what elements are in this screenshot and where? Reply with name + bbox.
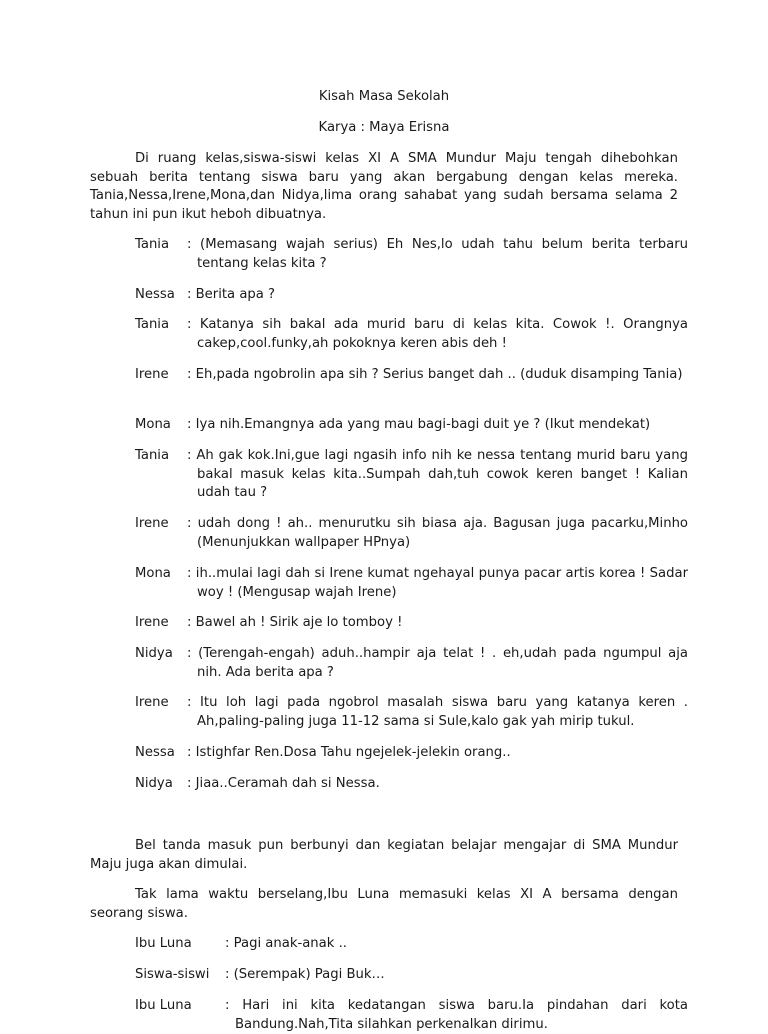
dialogue-text: : Katanya sih bakal ada murid baru di kelas kita. Cowok !. Orangnya cakep,cool.funky,ah pokoknya keren abis deh ! (187, 317, 688, 351)
dialogue-text: : Jiaa..Ceramah dah si Nessa. (187, 776, 380, 791)
dialogue-text: : (Terengah-engah) aduh..hampir aja telat ! . eh,udah pada ngumpul aja nih. Ada berita apa ? (187, 646, 688, 680)
dialogue-text: : udah dong ! ah.. menurutku sih biasa aja. Bagusan juga pacarku,Minho (Menunjukkan wallpaper HPnya) (187, 516, 688, 550)
dialogue-text: : Eh,pada ngobrolin apa sih ? Serius banget dah .. (duduk disamping Tania) (187, 367, 683, 382)
dialogue-text: : Hari ini kita kedatangan siswa baru.Ia pindahan dari kota Bandung.Nah,Tita silahkan perkenalkan dirimu. (225, 998, 688, 1032)
dialogue-text: : Ah gak kok.Ini,gue lagi ngasih info nih ke nessa tentang murid baru yang bakal masuk kelas kita..Sumpah dah,tuh cowok keren banget ! Kalian udah tau ? (187, 448, 688, 500)
speaker-name: Irene (135, 615, 169, 630)
speaker-name: Irene (135, 695, 169, 710)
document-author: Karya : Maya Erisna (318, 120, 450, 135)
dialogue-text: : ih..mulai lagi dah si Irene kumat ngehayal punya pacar artis korea ! Sadar woy ! (Mengusap wajah Irene) (187, 566, 688, 600)
dialogue-text: : Istighfar Ren.Dosa Tahu ngejelek-jelekin orang.. (187, 745, 511, 760)
intro-paragraph: Di ruang kelas,siswa-siswi kelas XI A SMA Mundur Maju tengah dihebohkan sebuah berita tentang siswa baru yang akan bergabung dengan kelas mereka. Tania,Nessa,Irene,Mona,dan Nidya,lima orang sahabat yang sudah bersama selama 2 tahun ini pun ikut heboh dibuatnya. (90, 151, 678, 222)
speaker-name: Mona (135, 566, 171, 581)
speaker-name: Nessa (135, 287, 175, 302)
dialogue-text: : Itu loh lagi pada ngobrol masalah siswa baru yang katanya keren . Ah,paling-paling juga 11-12 sama si Sule,kalo gak yah mirip tukul. (187, 695, 688, 729)
speaker-name: Tania (135, 448, 170, 463)
dialogue-text: : (Memasang wajah serius) Eh Nes,lo udah tahu belum berita terbaru tentang kelas kita ? (187, 237, 688, 271)
speaker-name: Ibu Luna (135, 936, 192, 951)
speaker-name: Irene (135, 367, 169, 382)
speaker-name: Tania (135, 317, 170, 332)
narration-paragraph: Tak lama waktu berselang,Ibu Luna memasuki kelas XI A bersama dengan seorang siswa. (90, 887, 678, 921)
dialogue-text: : (Serempak) Pagi Buk… (225, 967, 385, 982)
dialogue-text: : Iya nih.Emangnya ada yang mau bagi-bagi duit ye ? (Ikut mendekat) (187, 417, 651, 432)
speaker-name: Nessa (135, 745, 175, 760)
speaker-name: Nidya (135, 776, 173, 791)
speaker-name: Mona (135, 417, 171, 432)
speaker-name: Nidya (135, 646, 173, 661)
dialogue-text: : Pagi anak-anak .. (225, 936, 347, 951)
dialogue-text: : Berita apa ? (187, 287, 276, 302)
narration-paragraph: Bel tanda masuk pun berbunyi dan kegiatan belajar mengajar di SMA Mundur Maju juga akan dimulai. (90, 838, 678, 872)
dialogue-text: : Bawel ah ! Sirik aje lo tomboy ! (187, 615, 403, 630)
speaker-name: Siswa-siswi (135, 967, 210, 982)
speaker-name: Irene (135, 516, 169, 531)
speaker-name: Ibu Luna (135, 998, 192, 1013)
speaker-name: Tania (135, 237, 170, 252)
document-title: Kisah Masa Sekolah (318, 89, 450, 104)
